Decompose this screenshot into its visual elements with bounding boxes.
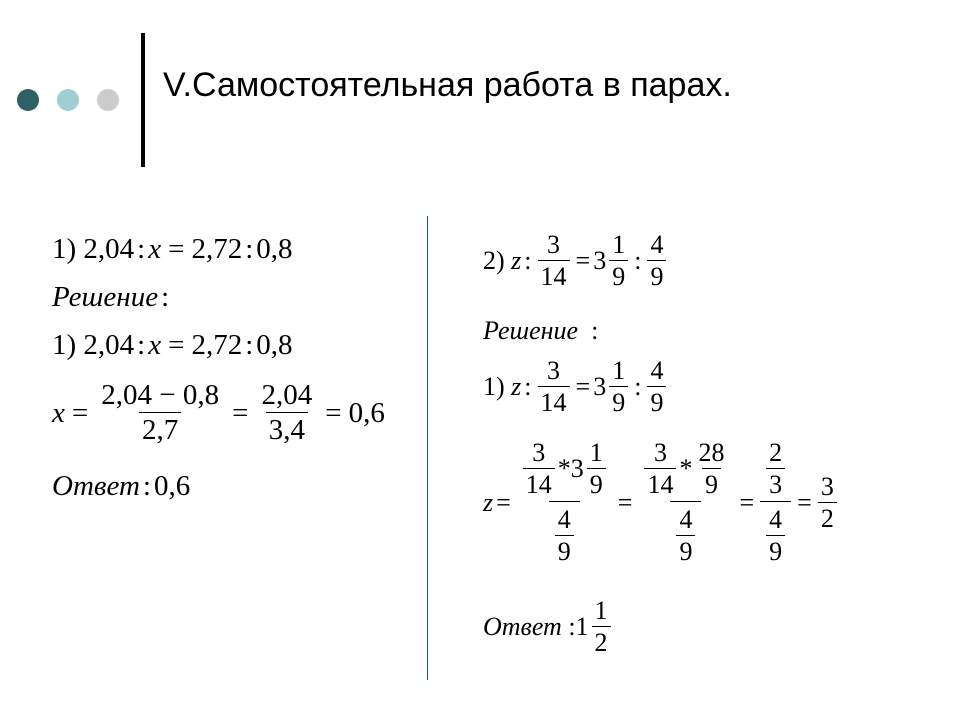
column-divider xyxy=(427,216,428,680)
left-equation: x = $\frac{2,04 - 0,8}{2,7}$ = $\frac{2,04}{3,4}$ = 0,6 xyxy=(52,379,385,446)
fraction-2: $\frac{2,04}{3,4}$ xyxy=(261,379,313,446)
title-separator-bar xyxy=(141,33,145,167)
right-task-repeat: 1) z : $\frac{3}{14}$ = 3 $\frac{1}{9}$ : $\frac{4}{9}$ xyxy=(483,358,669,416)
bullet-dot-gray xyxy=(97,89,119,111)
compound-fraction-3: $\frac{\frac{2}{3}}{\frac{4}{9}}$ xyxy=(760,440,791,565)
right-solution-label: Решение : xyxy=(483,316,599,345)
left-answer: Ответ : 0,6 xyxy=(52,470,191,502)
right-task-line: 2) z : $\frac{3}{14}$ = 3 $\frac{1}{9}$ : $\frac{4}{9}$ xyxy=(483,232,669,290)
right-compound-equation: z = $\frac{3}{14}$ * 3 $\frac{1}{9}$ $\frac{4}{9}$ = $\frac{3}{14}$ * $\frac{28}{9}$ $\frac{4}{9}$ = $\frac{\frac{2}{3}}{\frac{4}{9}}$ = $\frac{3}{2}$ xyxy=(483,440,840,565)
compound-fraction-2: $\frac{3}{14}$ * $\frac{28}{9}$ $\frac{4}{9}$ xyxy=(638,440,733,565)
slide-title: V.Самостоятельная работа в парах. xyxy=(163,66,732,104)
bullet-dot-dark xyxy=(17,89,39,111)
left-task-line: 1) 2,04 : x = 2,72 : 0,8 xyxy=(52,233,293,265)
left-solution-label: Решение : xyxy=(52,281,170,313)
compound-fraction-1: $\frac{3}{14}$ * 3 $\frac{1}{9}$ $\frac{4}{9}$ xyxy=(517,440,612,565)
right-answer: Ответ : 1 $\frac{1}{2}$ xyxy=(483,598,614,656)
fraction-1: $\frac{2,04 - 0,8}{2,7}$ xyxy=(101,379,220,446)
bullet-dot-teal xyxy=(57,89,79,111)
left-task-repeat: 1) 2,04 : x = 2,72 : 0,8 xyxy=(52,329,293,361)
